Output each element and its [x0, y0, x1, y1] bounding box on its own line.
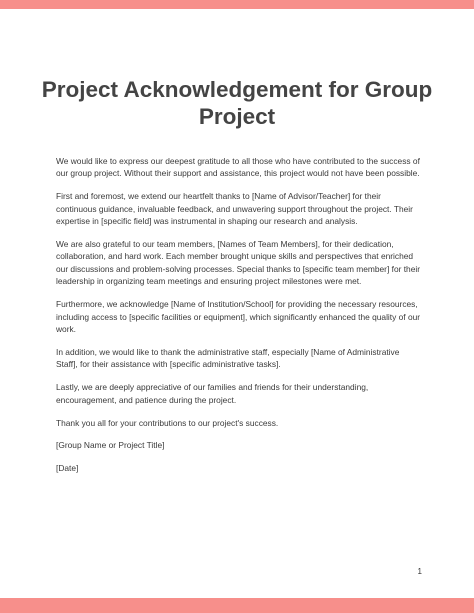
paragraph-team: We are also grateful to our team members, [Names of Team Members], for their dedication, collaboration, and hard work. Each member brought unique skills and perspectives that enriched our discussions and problem-solving processes. Special thanks to [specific team member] for their leadership in organizing team meetings and ensuring project milestones were met. — [56, 239, 421, 287]
bottom-accent-band — [0, 598, 474, 613]
page-title: Project Acknowledgement for Group Project — [41, 77, 433, 129]
paragraph-family: Lastly, we are deeply appreciative of our families and friends for their understanding, encouragement, and patience during the project. — [56, 382, 369, 405]
page-number: 1 — [417, 567, 422, 576]
paragraph-institution: Furthermore, we acknowledge [Name of Institution/School] for providing the necessary resources, including access to [specific facilities or equipment], which significantly enhanced the quality of our work. — [56, 299, 421, 334]
group-name-placeholder: [Group Name or Project Title] — [56, 440, 165, 451]
paragraph-intro: We would like to express our deepest gratitude to all those who have contributed to the success of our group project. Without their support and assistance, this project would not have been possible. — [56, 156, 420, 179]
paragraph-thanks: Thank you all for your contributions to our project's success. — [56, 417, 279, 428]
document-body — [56, 155, 422, 485]
top-accent-band — [0, 0, 474, 9]
paragraph-staff: In addition, we would like to thank the administrative staff, especially [Name of Administrative Staff], for their assistance with [specific administrative tasks]. — [56, 346, 400, 370]
date-placeholder: [Date] — [56, 463, 79, 474]
paragraph-advisor: First and foremost, we extend our heartfelt thanks to [Name of Advisor/Teacher] for their continuous guidance, invaluable feedback, and unwavering support throughout the project. Their expertise in [specific field] was instrumental in shaping our research and analysis. — [56, 191, 413, 227]
